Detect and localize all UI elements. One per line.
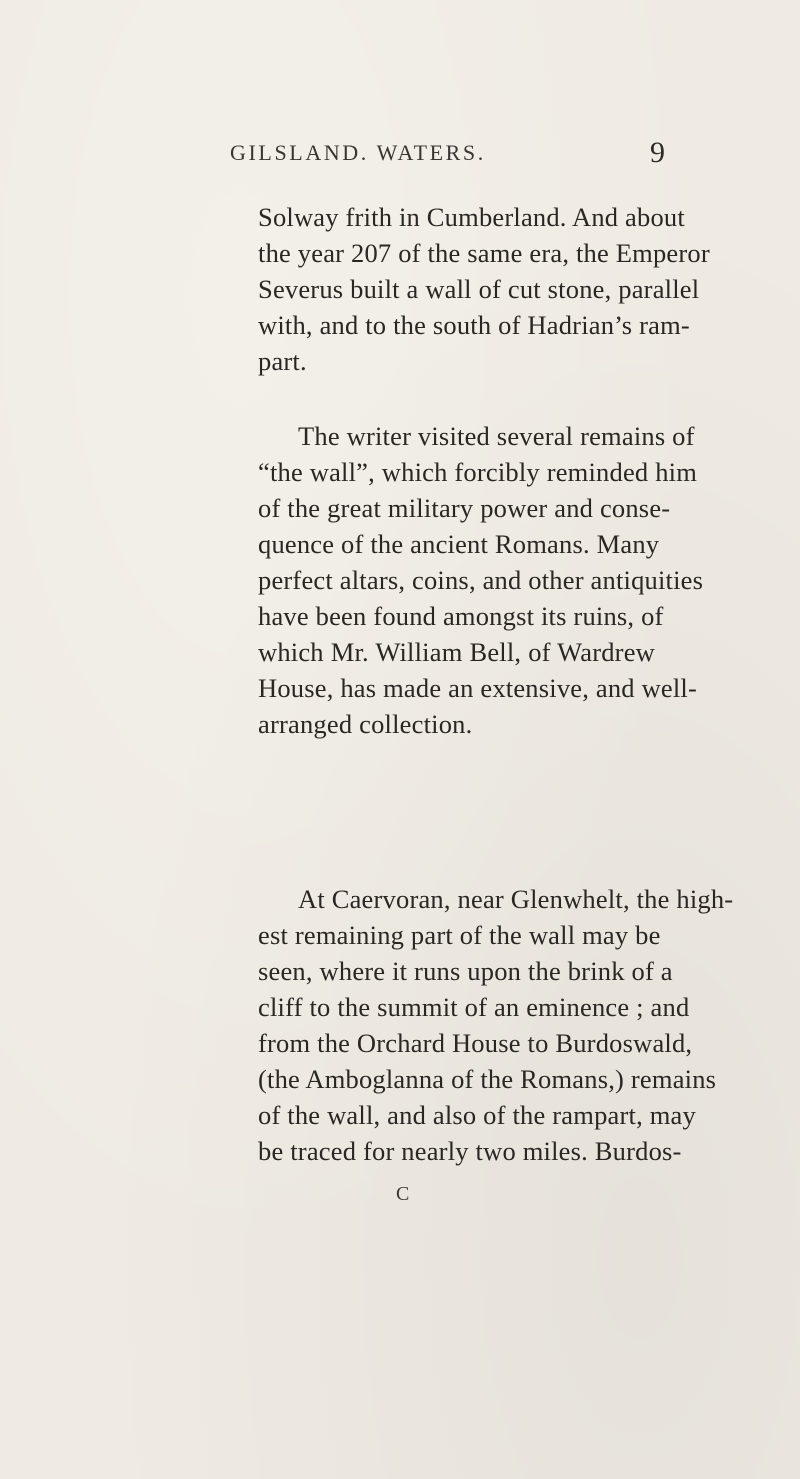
text-line: have been found amongst its ruins, of [258,601,664,631]
text-line: Severus built a wall of cut stone, parallel [258,274,700,304]
text-line: from the Orchard House to Burdoswald, [258,1028,693,1058]
text-line: quence of the ancient Romans. Many [258,529,660,559]
text-line: The writer visited several remains of [298,421,695,451]
text-line: arranged collection. [258,709,473,739]
text-line: part. [258,346,307,376]
text-line: At Caervoran, near Glenwhelt, the high- [298,884,734,914]
page-number: 9 [650,136,665,169]
text-line: House, has made an extensive, and well- [258,673,698,703]
text-line: seen, where it runs upon the brink of a [258,956,673,986]
text-line: of the wall, and also of the rampart, may [258,1100,696,1130]
text-line: (the Amboglanna of the Romans,) remains [258,1064,717,1094]
text-line: which Mr. William Bell, of Wardrew [258,637,655,667]
text-line: “the wall”, which forcibly reminded him [258,457,698,487]
text-line: perfect altars, coins, and other antiquities [258,565,704,595]
text-line: the year 207 of the same era, the Emperor [258,238,710,268]
text-line: est remaining part of the wall may be [258,920,661,950]
text-line: of the great military power and conse- [258,493,671,523]
text-line: cliff to the summit of an eminence ; and [258,992,690,1022]
signature-mark: C [396,1183,411,1205]
text-line: be traced for nearly two miles. Burdos- [258,1136,682,1166]
page-header [230,136,665,176]
running-head: GILSLAND. WATERS. [230,140,486,165]
text-line: Solway frith in Cumberland. And about [258,202,685,232]
text-line: with, and to the south of Hadrian’s ram- [258,310,690,340]
